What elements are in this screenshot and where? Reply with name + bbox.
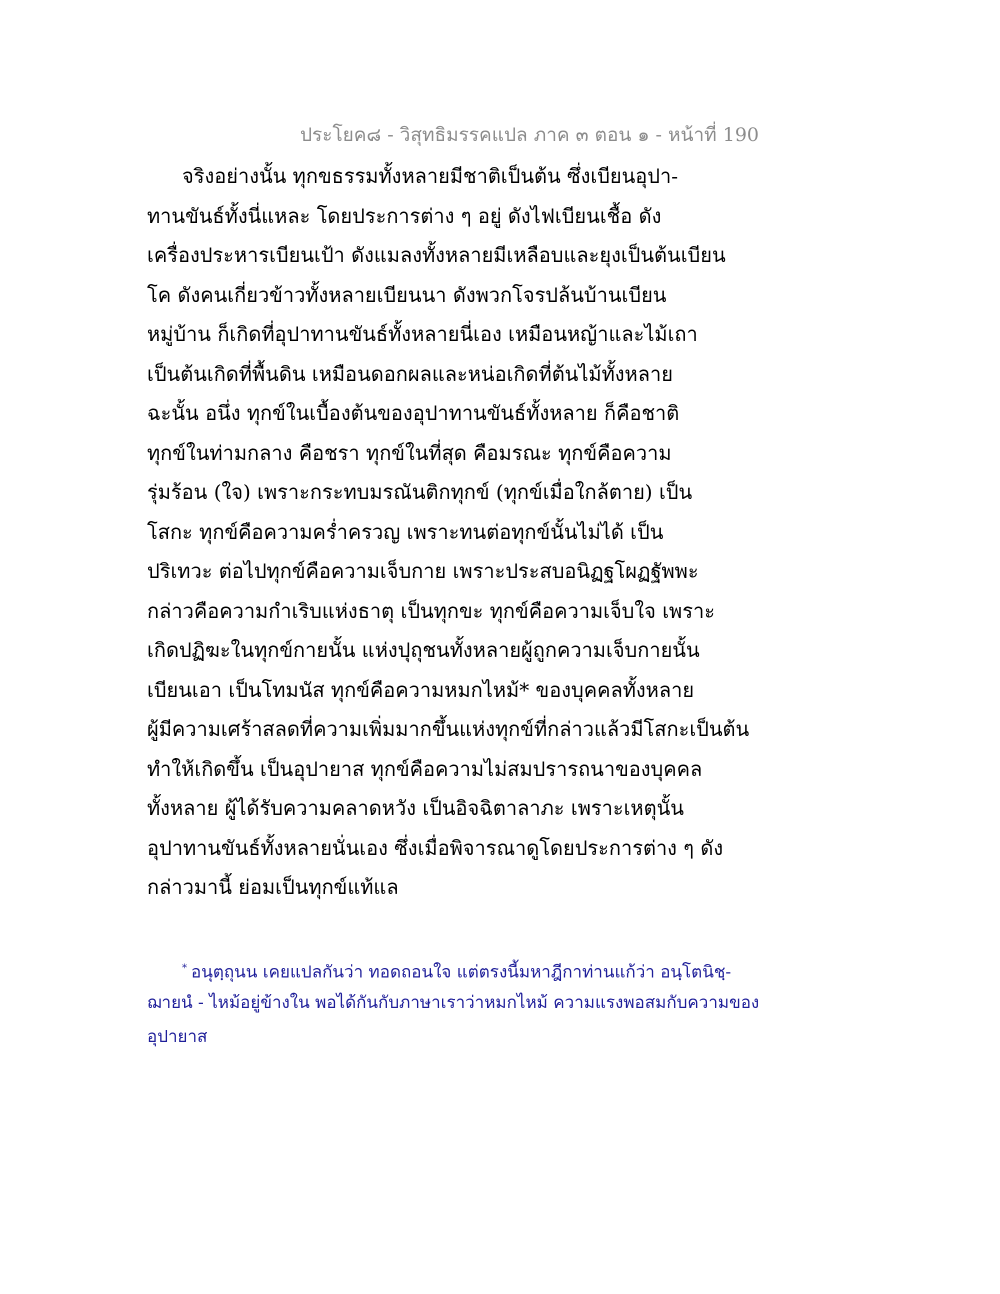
body-line: รุ่มร้อน (ใจ) เพราะกระทบมรณันติกทุกข์ (ทุกข์เมื่อใกล้ตาย) เป็น: [147, 480, 693, 504]
body-line: กล่าวมานี้ ย่อมเป็นทุกข์แท้แล: [147, 875, 399, 899]
body-line: ทั้งหลาย ผู้ได้รับความคลาดหวัง เป็นอิจฉิตาลาภะ เพราะเหตุนั้น: [147, 796, 684, 820]
body-text: [147, 157, 750, 908]
page-header: ประโยค๘ - วิสุทธิมรรคแปล ภาค ๓ ตอน ๑ - หน้าที่ 190: [300, 124, 760, 146]
body-line: ทุกข์ในท่ามกลาง คือชรา ทุกข์ในที่สุด คือมรณะ ทุกข์คือความ: [147, 440, 672, 465]
body-line: อุปาทานขันธ์ทั้งหลายนั่นเอง ซึ่งเมื่อพิจารณาดูโดยประการต่าง ๆ ดัง: [147, 835, 724, 860]
body-line: เป็นต้นเกิดที่พื้นดิน เหมือนดอกผลและหน่อเกิดที่ต้นไม้ทั้งหลาย: [147, 361, 673, 386]
body-line: หมู่บ้าน ก็เกิดที่อุปาทานขันธ์ทั้งหลายนี่เอง เหมือนหญ้าและไม้เถา: [147, 322, 698, 346]
footnote-marker: *: [182, 963, 187, 974]
footnote: [147, 952, 767, 1054]
body-line: ทานขันธ์ทั้งนี่แหละ โดยประการต่าง ๆ อยู่ ดังไฟเบียนเชื้อ ดัง: [147, 203, 662, 228]
body-line: ปริเทวะ ต่อไปทุกข์คือความเจ็บกาย เพราะประสบอนิฏฐโผฏฐัพพะ: [147, 559, 699, 583]
body-line: เครื่องประหารเบียนเป้า ดังแมลงทั้งหลายมีเหลือบและยุงเป็นต้นเบียน: [147, 243, 726, 267]
body-line: เบียนเอา เป็นโทมนัส ทุกข์คือความหมกไหม้* ของบุคคลทั้งหลาย: [147, 677, 695, 702]
footnote-line-text: อนุตฺถุนน เคยแปลกันว่า ทอดถอนใจ แต่ตรงนี้มหาฎีกาท่านแก้ว่า อนฺโตนิชฺ-: [191, 962, 732, 983]
body-line: จริงอย่างนั้น ทุกขธรรมทั้งหลายมีชาติเป็นต้น ซึ่งเบียนอุปา-: [182, 164, 678, 188]
footnote-line: อุปายาส: [147, 1027, 208, 1047]
body-line: ทำให้เกิดขึ้น เป็นอุปายาส ทุกข์คือความไม่สมปรารถนาของบุคคล: [147, 756, 703, 781]
body-line: กล่าวคือความกำเริบแห่งธาตุ เป็นทุกขะ ทุกข์คือความเจ็บใจ เพราะ: [147, 598, 715, 623]
footnote-line: [147, 952, 767, 986]
body-line: โสกะ ทุกข์คือความคร่ำครวญ เพราะทนต่อทุกข์นั้นไม่ได้ เป็น: [147, 519, 664, 544]
body-line: โค ดังคนเกี่ยวข้าวทั้งหลายเบียนนา ดังพวกโจรปล้นบ้านเบียน: [147, 282, 667, 307]
body-line: ผู้มีความเศร้าสลดที่ความเพิ่มมากขึ้นแห่งทุกข์ที่กล่าวแล้วมีโสกะเป็นต้น: [147, 717, 750, 741]
body-line: เกิดปฏิฆะในทุกข์กายนั้น แห่งปุถุชนทั้งหลายผู้ถูกความเจ็บกายนั้น: [147, 638, 700, 662]
footnote-line: ฌายนํ - ไหม้อยู่ข้างใน พอได้กันกับภาษาเราว่าหมกไหม้ ความแรงพอสมกับความของ: [147, 993, 760, 1013]
body-line: ฉะนั้น อนึ่ง ทุกข์ในเบื้องต้นของอุปาทานขันธ์ทั้งหลาย ก็คือชาติ: [147, 401, 680, 425]
